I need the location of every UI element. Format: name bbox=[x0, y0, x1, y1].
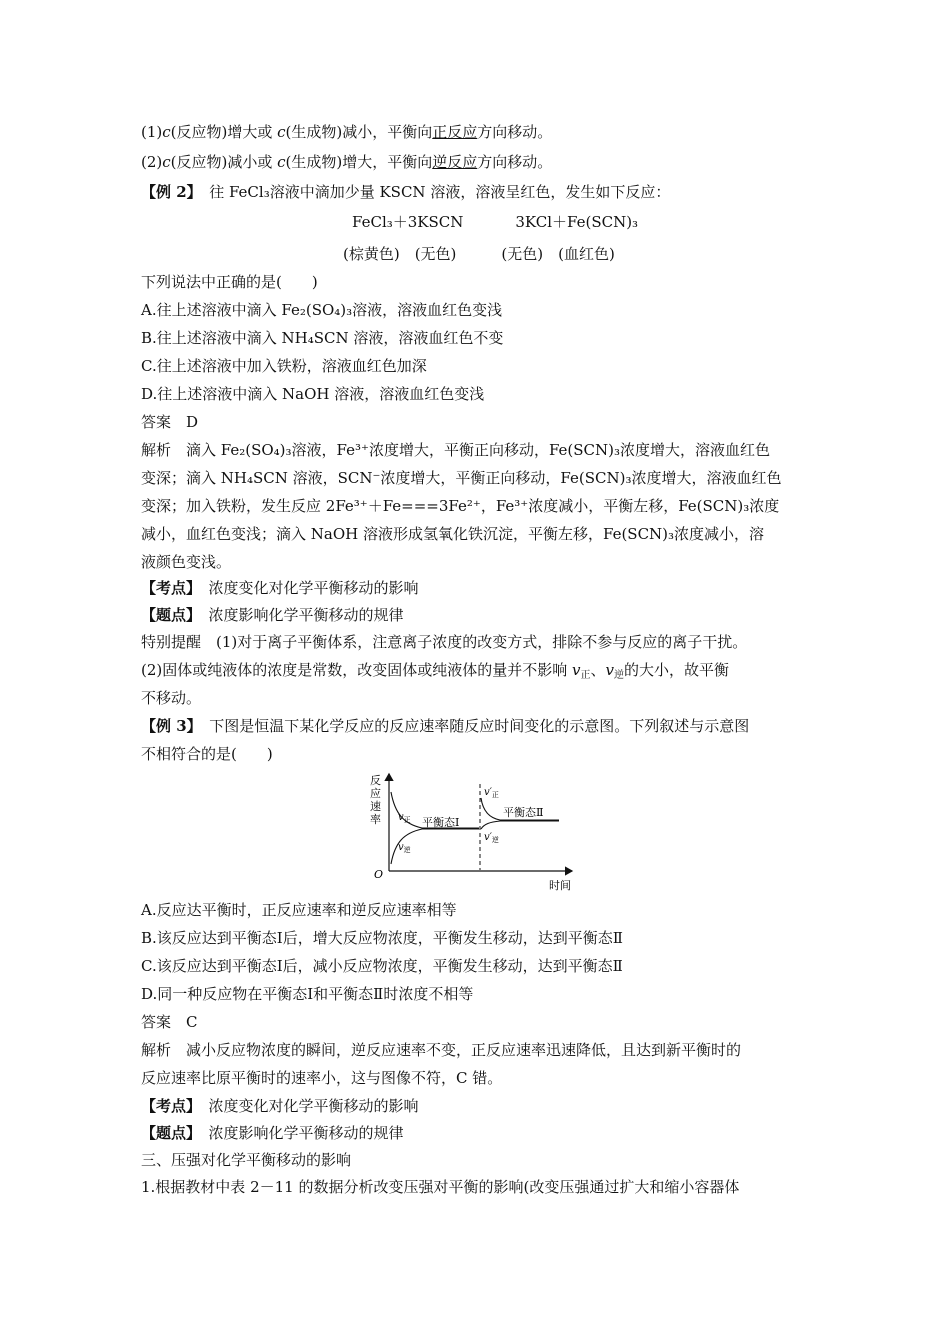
state-2-label: 平衡态Ⅱ bbox=[503, 806, 544, 819]
y-axis-label: 速 bbox=[370, 800, 381, 813]
rule-line-2 bbox=[141, 152, 821, 172]
text: 方向移动。 bbox=[477, 123, 553, 141]
text: c bbox=[277, 123, 286, 141]
text: v bbox=[398, 842, 404, 853]
text: v′ bbox=[484, 787, 492, 798]
option-d: D.往上述溶液中滴入 NaOH 溶液，溶液血红色变浅 bbox=[141, 385, 485, 403]
question-2: 下列说法中正确的是( ) bbox=[141, 273, 318, 291]
text: 浓度变化对化学平衡移动的影响 bbox=[208, 1097, 419, 1115]
subscript: 逆 bbox=[403, 846, 411, 854]
text: (反应物)减小或 bbox=[170, 153, 278, 171]
tag: 【题点】 bbox=[141, 1124, 194, 1142]
tidian-2 bbox=[141, 1123, 821, 1143]
text: 的大小，故平衡 bbox=[624, 661, 730, 679]
text: c bbox=[162, 123, 171, 141]
explanation-3-line: 解析 减小反应物浓度的瞬间，逆反应速率不变，正反应速率迅速降低，且达到新平衡时的 bbox=[141, 1041, 742, 1059]
example-text: 下图是恒温下某化学反应的反应速率随反应时间变化的示意图。下列叙述与示意图 bbox=[209, 717, 750, 735]
explanation-2-line: 变深；滴入 NH₄SCN 溶液，SCN⁻浓度增大，平衡正向移动，Fe(SCN)₃浓度增大，溶液血红色 bbox=[141, 469, 782, 487]
text: (生成物)减小，平衡向 bbox=[285, 123, 433, 141]
example-tag: 【例 3】 bbox=[141, 717, 195, 735]
option-a: A.反应达平衡时，正反应速率和逆反应速率相等 bbox=[141, 901, 457, 919]
option-b: B.往上述溶液中滴入 NH₄SCN 溶液，溶液血红色不变 bbox=[141, 329, 504, 347]
text: (生成物)增大，平衡向 bbox=[285, 153, 433, 171]
text: 浓度影响化学平衡移动的规律 bbox=[208, 606, 404, 624]
explanation-2-line: 液颜色变浅。 bbox=[141, 553, 232, 571]
text: 、 bbox=[590, 661, 606, 679]
option-b: B.该反应达到平衡态Ⅰ后，增大反应物浓度，平衡发生移动，达到平衡态Ⅱ bbox=[141, 929, 623, 947]
underlined-answer: 逆反应 bbox=[432, 153, 478, 171]
text: 方向移动。 bbox=[477, 153, 553, 171]
kaodian-1 bbox=[141, 578, 821, 598]
tag: 【题点】 bbox=[141, 606, 194, 624]
tidian-1 bbox=[141, 605, 821, 625]
v-symbol: v bbox=[605, 661, 615, 679]
example-2-header bbox=[141, 182, 821, 202]
option-a: A.往上述溶液中滴入 Fe₂(SO₄)₃溶液，溶液血红色变浅 bbox=[141, 301, 503, 319]
text: v bbox=[398, 812, 404, 823]
equation-right: 3KCl＋Fe(SCN)₃ bbox=[515, 213, 639, 231]
option-c: C.往上述溶液中加入铁粉，溶液血红色加深 bbox=[141, 357, 427, 375]
tag: 【考点】 bbox=[141, 579, 194, 597]
example-3-header bbox=[141, 716, 821, 736]
text: 浓度影响化学平衡移动的规律 bbox=[208, 1124, 404, 1142]
explanation-2-line: 变深；加入铁粉，发生反应 2Fe³⁺＋Fe===3Fe²⁺，Fe³⁺浓度减小，平衡左移，Fe(SCN)₃浓度 bbox=[141, 497, 780, 515]
subscript: 逆 bbox=[491, 836, 499, 844]
option-d: D.同一种反应物在平衡态Ⅰ和平衡态Ⅱ时浓度不相等 bbox=[141, 985, 474, 1003]
y-axis-label: 应 bbox=[370, 787, 381, 800]
equation-left: FeCl₃＋3KSCN bbox=[352, 213, 464, 231]
tip-line-2 bbox=[141, 660, 821, 686]
subscript: 正 bbox=[403, 816, 411, 824]
v-reverse-2-label bbox=[484, 832, 499, 844]
text: 浓度变化对化学平衡移动的影响 bbox=[208, 579, 419, 597]
v-forward-2-label bbox=[484, 787, 499, 799]
kaodian-2 bbox=[141, 1096, 821, 1116]
subscript: 正 bbox=[580, 670, 591, 681]
equation-line bbox=[352, 212, 652, 232]
text: v′ bbox=[484, 832, 492, 843]
tip-line-3: 不移动。 bbox=[141, 689, 202, 707]
explanation-2-line: 解析 滴入 Fe₂(SO₄)₃溶液，Fe³⁺浓度增大，平衡正向移动，Fe(SCN)₃浓度增大，溶液血红色 bbox=[141, 441, 771, 459]
v-reverse-label bbox=[398, 842, 411, 854]
underlined-answer: 正反应 bbox=[432, 123, 478, 141]
example-text: 往 FeCl₃溶液中滴加少量 KSCN 溶液，溶液呈红色，发生如下反应： bbox=[209, 183, 671, 201]
section-heading: 三、压强对化学平衡移动的影响 bbox=[141, 1151, 352, 1169]
answer-3: 答案 C bbox=[141, 1013, 198, 1031]
rule-line-1 bbox=[141, 122, 821, 142]
text: (1) bbox=[141, 123, 163, 141]
paragraph-line: 1.根据教材中表 2－11 的数据分析改变压强对平衡的影响(改变压强通过扩大和缩小容器体 bbox=[141, 1178, 740, 1196]
text: c bbox=[277, 153, 286, 171]
reverse-rate-curve-2 bbox=[481, 821, 559, 829]
explanation-2-line: 减小，血红色变浅；滴入 NaOH 溶液形成氢氧化铁沉淀，平衡左移，Fe(SCN)₃浓度减小，溶 bbox=[141, 525, 765, 543]
explanation-3-line: 反应速率比原平衡时的速率小，这与图像不符，C 错。 bbox=[141, 1069, 503, 1087]
example-text: 不相符合的是( ) bbox=[141, 745, 273, 763]
rate-time-figure bbox=[362, 768, 582, 892]
answer-2: 答案 D bbox=[141, 413, 199, 431]
text: c bbox=[162, 153, 171, 171]
subscript: 正 bbox=[491, 791, 499, 799]
y-axis-label: 率 bbox=[370, 813, 381, 826]
subscript: 逆 bbox=[614, 670, 625, 681]
option-c: C.该反应达到平衡态Ⅰ后，减小反应物浓度，平衡发生移动，达到平衡态Ⅱ bbox=[141, 957, 623, 975]
text: (反应物)增大或 bbox=[170, 123, 278, 141]
tag: 【考点】 bbox=[141, 1097, 194, 1115]
equation-colors: (棕黄色) (无色) (无色) (血红色) bbox=[343, 245, 615, 263]
x-axis-label: 时间 bbox=[549, 879, 571, 892]
example-tag: 【例 2】 bbox=[141, 183, 195, 201]
v-symbol: v bbox=[572, 661, 581, 679]
text: (2)固体或纯液体的浓度是常数，改变固体或纯液体的量并不影响 bbox=[141, 661, 573, 679]
state-1-label: 平衡态Ⅰ bbox=[422, 816, 460, 829]
v-forward-label bbox=[398, 812, 411, 824]
y-axis-label: 反 bbox=[370, 774, 381, 787]
tip-line-1: 特别提醒 (1)对于离子平衡体系，注意离子浓度的改变方式，排除不参与反应的离子干扰。 bbox=[141, 633, 748, 651]
origin-label: O bbox=[374, 868, 384, 881]
text: (2) bbox=[141, 153, 163, 171]
